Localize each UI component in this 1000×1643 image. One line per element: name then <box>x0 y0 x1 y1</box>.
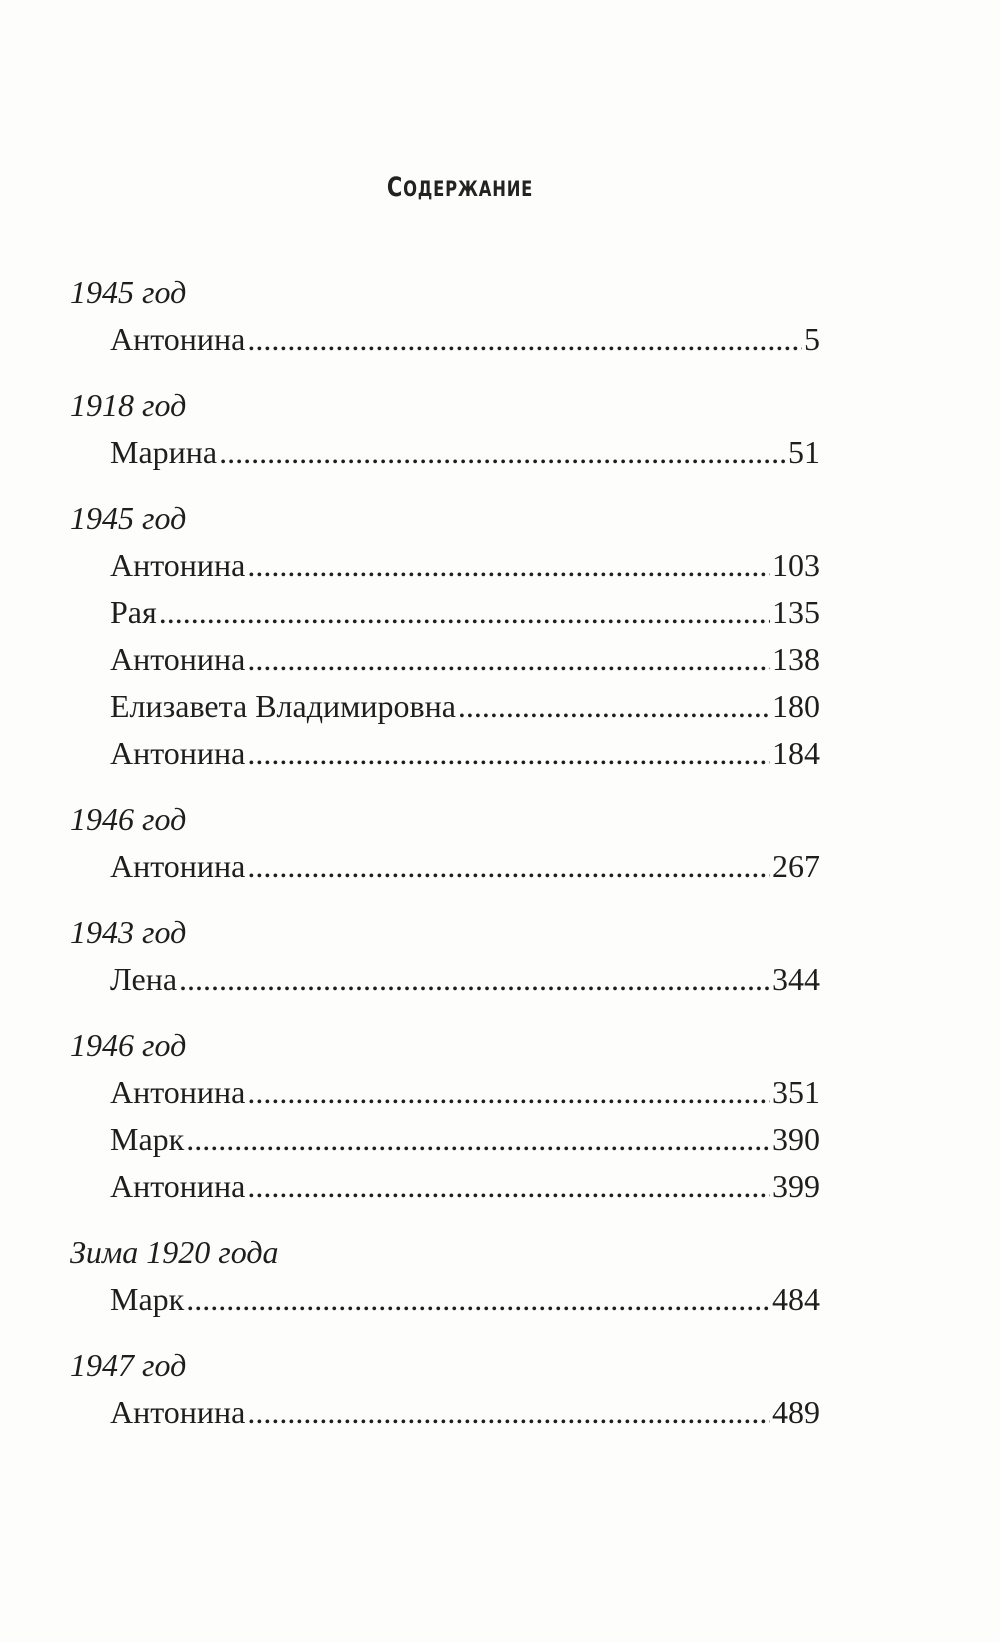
toc-entry[interactable] <box>0 683 820 730</box>
dot-leader <box>219 429 786 476</box>
toc-section <box>0 268 1000 363</box>
entry-page-number: 344 <box>772 961 820 997</box>
entry-label: Антонина <box>110 735 246 771</box>
entry-label: Антонина <box>110 321 246 357</box>
section-heading: 1945 год <box>70 500 187 536</box>
entry-label: Антонина <box>110 1074 246 1110</box>
dot-leader <box>247 1163 770 1210</box>
entry-page-number: 351 <box>772 1074 820 1110</box>
dot-leader <box>247 730 770 777</box>
dot-leader <box>186 1276 770 1323</box>
toc-entry[interactable] <box>0 542 820 589</box>
page-title-cap: С <box>386 172 404 203</box>
section-heading: 1947 год <box>70 1347 187 1383</box>
toc-entry[interactable] <box>0 843 820 890</box>
dot-leader <box>247 1069 770 1116</box>
toc-entry[interactable] <box>0 429 820 476</box>
section-heading: 1946 год <box>70 801 187 837</box>
toc-section <box>0 1228 1000 1323</box>
section-heading: 1918 год <box>70 387 187 423</box>
toc-entry[interactable] <box>0 1163 820 1210</box>
toc-section <box>0 1021 1000 1210</box>
section-heading: 1943 год <box>70 914 187 950</box>
toc-entry[interactable] <box>0 636 820 683</box>
toc-entry[interactable] <box>0 1389 820 1436</box>
dot-leader <box>247 636 770 683</box>
entry-page-number: 489 <box>772 1394 820 1430</box>
toc-entry[interactable] <box>0 589 820 636</box>
toc-entry[interactable] <box>0 316 820 363</box>
entry-label: Антонина <box>110 547 246 583</box>
toc-section <box>0 908 1000 1003</box>
toc-entry[interactable] <box>0 956 820 1003</box>
entry-label: Марк <box>110 1281 185 1317</box>
section-heading: 1946 год <box>70 1027 187 1063</box>
entry-label: Антонина <box>110 641 246 677</box>
entry-label: Лена <box>110 961 178 997</box>
entry-page-number: 103 <box>772 547 820 583</box>
entry-label: Марк <box>110 1121 185 1157</box>
entry-label: Антонина <box>110 1168 246 1204</box>
toc-section <box>0 494 1000 777</box>
toc-section <box>0 795 1000 890</box>
dot-leader <box>159 589 770 636</box>
toc-section <box>0 381 1000 476</box>
entry-page-number: 135 <box>772 594 820 630</box>
dot-leader <box>179 956 770 1003</box>
entry-page-number: 180 <box>772 688 820 724</box>
dot-leader <box>247 542 770 589</box>
entry-page-number: 138 <box>772 641 820 677</box>
entry-page-number: 267 <box>772 848 820 884</box>
dot-leader <box>247 843 770 890</box>
page-title <box>101 172 819 203</box>
dot-leader <box>186 1116 770 1163</box>
entry-label: Антонина <box>110 848 246 884</box>
toc-entry[interactable] <box>0 1116 820 1163</box>
entry-page-number: 51 <box>788 434 820 470</box>
table-of-contents <box>0 268 1000 1454</box>
dot-leader <box>247 316 802 363</box>
dot-leader <box>458 683 770 730</box>
entry-page-number: 5 <box>804 321 820 357</box>
entry-page-number: 399 <box>772 1168 820 1204</box>
toc-entry[interactable] <box>0 1069 820 1116</box>
toc-section <box>0 1341 1000 1436</box>
toc-entry[interactable] <box>0 1276 820 1323</box>
entry-label: Антонина <box>110 1394 246 1430</box>
entry-label: Марина <box>110 434 218 470</box>
entry-label: Рая <box>110 594 157 630</box>
page-title-rest: ОДЕРЖАНИЕ <box>403 177 534 201</box>
section-heading: 1945 год <box>70 274 187 310</box>
entry-label: Елизавета Владимировна <box>110 688 456 724</box>
section-heading: Зима 1920 года <box>70 1234 279 1270</box>
toc-entry[interactable] <box>0 730 820 777</box>
dot-leader <box>247 1389 770 1436</box>
entry-page-number: 484 <box>772 1281 820 1317</box>
entry-page-number: 390 <box>772 1121 820 1157</box>
entry-page-number: 184 <box>772 735 820 771</box>
